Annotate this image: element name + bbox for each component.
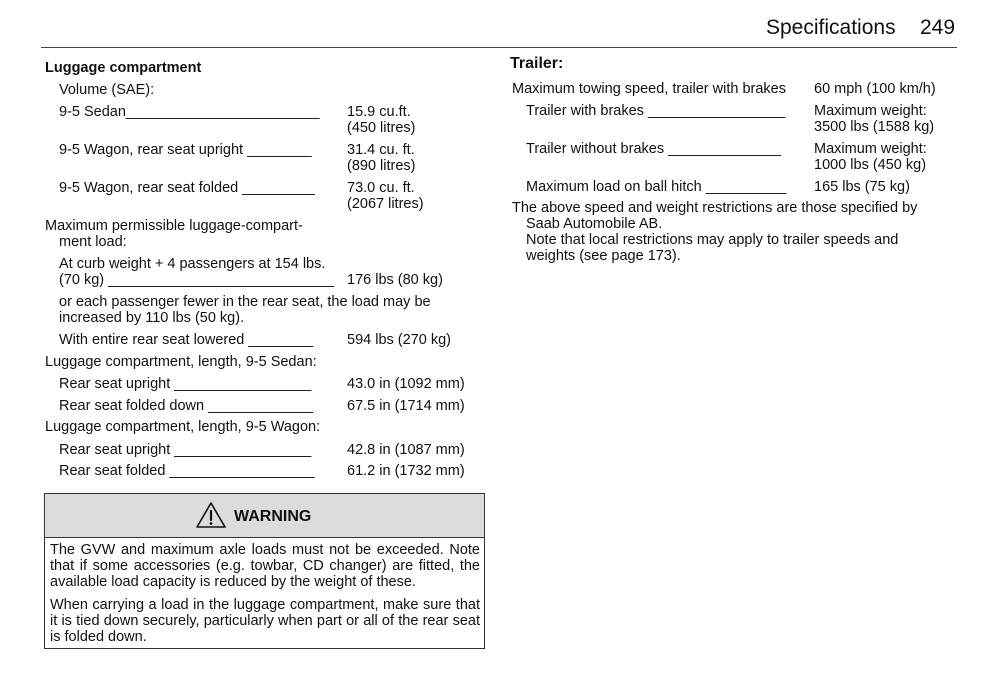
sedan-folded-length-label: Rear seat folded down _____________ [59, 398, 313, 414]
trailer-without-brakes-weight: 1000 lbs (450 kg) [814, 157, 927, 173]
luggage-heading: Luggage compartment [45, 60, 202, 76]
volume-label: Volume (SAE): [59, 82, 155, 98]
sedan-volume-value: 15.9 cu.ft. [347, 104, 411, 120]
fewer-passengers-note-cont: increased by 110 lbs (50 kg). [59, 310, 245, 326]
sedan-upright-length-label: Rear seat upright _________________ [59, 376, 312, 392]
trailer-without-brakes-value: Maximum weight: [814, 141, 927, 157]
wagon-folded-volume-label: 9-5 Wagon, rear seat folded _________ [59, 180, 315, 196]
wagon-upright-volume-value: 31.4 cu. ft. [347, 142, 415, 158]
trailer-heading: Trailer: [510, 55, 564, 72]
local-restrictions-note-cont: weights (see page 173). [526, 248, 681, 264]
wagon-folded-volume-value: 73.0 cu. ft. [347, 180, 415, 196]
warning-triangle-icon [195, 501, 227, 534]
trailer-with-brakes-label: Trailer with brakes _________________ [526, 103, 786, 119]
wagon-upright-volume-label: 9-5 Wagon, rear seat upright ________ [59, 142, 312, 158]
curb-weight-label: At curb weight + 4 passengers at 154 lbs. [59, 256, 326, 272]
ball-hitch-label: Maximum load on ball hitch __________ [526, 179, 787, 195]
page-header-title: Specifications [766, 16, 896, 39]
ball-hitch-value: 165 lbs (75 kg) [814, 179, 910, 195]
wagon-folded-volume-metric: (2067 litres) [347, 196, 424, 212]
wagon-upright-volume-metric: (890 litres) [347, 158, 416, 174]
towing-speed-value: 60 mph (100 km/h) [814, 81, 936, 97]
page-number: 249 [920, 16, 956, 39]
trailer-with-brakes-value: Maximum weight: [814, 103, 927, 119]
warning-paragraph-secure-load: When carrying a load in the luggage compartment, make sure that it is tied down securely, particularly when part or all of the rear seat is folded down. [50, 597, 480, 645]
warning-paragraph-gvw: The GVW and maximum axle loads must not be exceeded. Note that if some accessories (e.g. towbar, CD changer) are fitted, the available load capacity is reduced by the weight of these. [50, 542, 480, 590]
max-load-label-cont: ment load: [59, 234, 127, 250]
seat-lowered-label: With entire rear seat lowered ________ [59, 332, 313, 348]
trailer-note-cont: Saab Automobile AB. [526, 216, 663, 232]
warning-header [45, 494, 484, 538]
sedan-length-heading: Luggage compartment, length, 9-5 Sedan: [45, 354, 317, 370]
wagon-length-heading: Luggage compartment, length, 9-5 Wagon: [45, 419, 321, 435]
max-load-label: Maximum permissible luggage-compart- [45, 218, 303, 234]
sedan-folded-length-value: 67.5 in (1714 mm) [347, 398, 465, 414]
header-divider [41, 47, 957, 48]
local-restrictions-note: Note that local restrictions may apply to trailer speeds and [526, 232, 899, 248]
trailer-with-brakes-weight: 3500 lbs (1588 kg) [814, 119, 935, 135]
curb-weight-label-cont: (70 kg) ____________________________ [59, 272, 334, 288]
wagon-folded-length-label: Rear seat folded __________________ [59, 463, 315, 479]
warning-label: WARNING [234, 508, 312, 525]
seat-lowered-value: 594 lbs (270 kg) [347, 332, 451, 348]
wagon-upright-length-value: 42.8 in (1087 mm) [347, 442, 465, 458]
sedan-upright-length-value: 43.0 in (1092 mm) [347, 376, 465, 392]
trailer-without-brakes-label: Trailer without brakes ______________ [526, 141, 781, 157]
trailer-note: The above speed and weight restrictions are those specified by [512, 200, 918, 216]
warning-box [44, 493, 485, 649]
wagon-folded-length-value: 61.2 in (1732 mm) [347, 463, 465, 479]
sedan-volume-metric: (450 litres) [347, 120, 416, 136]
curb-weight-value: 176 lbs (80 kg) [347, 272, 443, 288]
towing-speed-label: Maximum towing speed, trailer with brakes [512, 81, 786, 97]
fewer-passengers-note: or each passenger fewer in the rear seat, the load may be [59, 294, 431, 310]
sedan-volume-label: 9-5 Sedan________________________ [59, 104, 320, 120]
wagon-upright-length-label: Rear seat upright _________________ [59, 442, 312, 458]
